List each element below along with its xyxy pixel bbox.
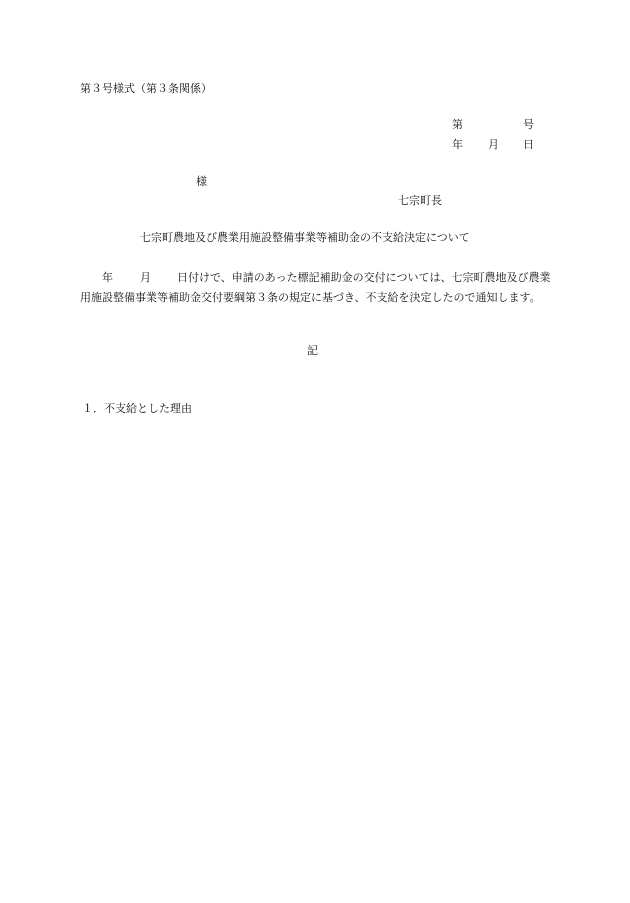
item-label: 不支給とした理由	[104, 402, 192, 415]
recipient-honorific: 様	[196, 175, 207, 188]
document-number-label: 第	[452, 118, 463, 131]
body-paragraph	[80, 268, 552, 308]
list-item	[82, 403, 192, 414]
body-text: 日付けで、申請のあった標記補助金の交付については、七宗町農地及び農業用施設整備事業等補助金交付要綱第３条の規定に基づき、不支給を決定したので通知します。	[80, 271, 551, 304]
ki-heading: 記	[307, 344, 318, 357]
date-month-label: 月	[488, 138, 499, 151]
item-number: １．	[82, 402, 104, 415]
form-number: 第３号様式（第３条関係）	[80, 82, 212, 95]
document-number-suffix: 号	[523, 118, 534, 131]
date-year-label: 年	[452, 138, 463, 151]
document-title: 七宗町農地及び農業用施設整備事業等補助金の不支給決定について	[140, 231, 470, 244]
date-day-label: 日	[523, 138, 534, 151]
body-year-label: 年	[102, 271, 113, 284]
issuer-name: 七宗町長	[398, 194, 442, 207]
body-month-label: 月	[140, 271, 151, 284]
